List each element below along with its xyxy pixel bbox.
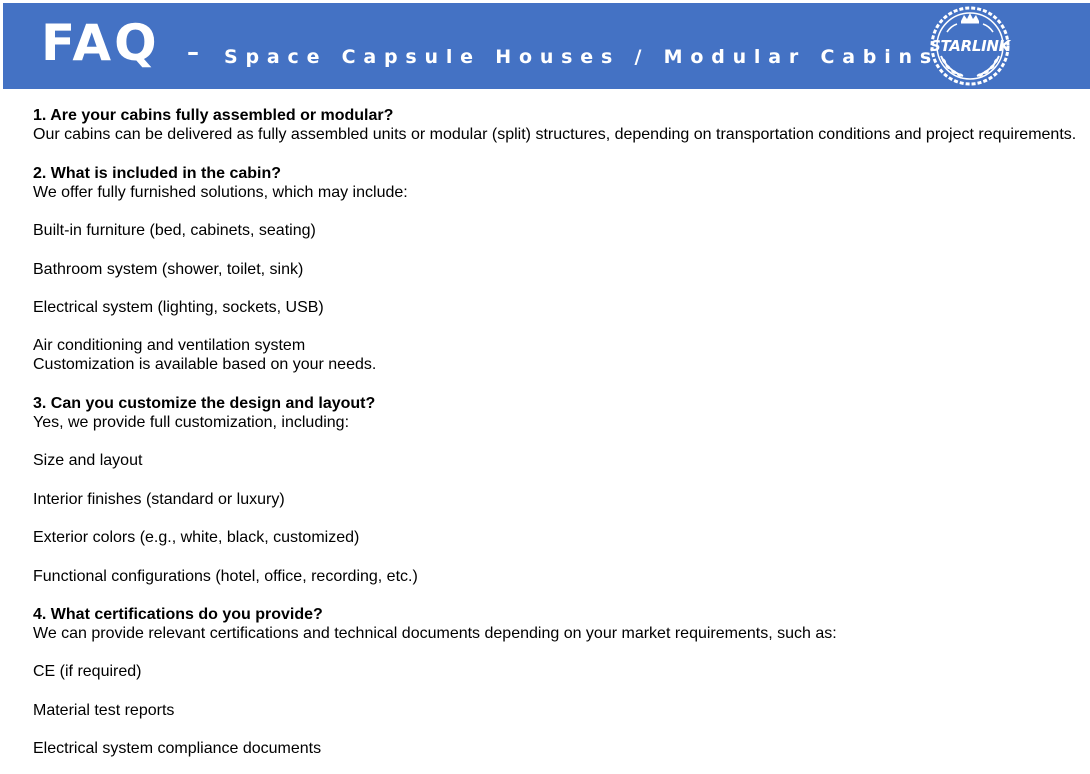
faq-question-2: 2. What is included in the cabin? xyxy=(33,164,282,182)
faq-note-2: Customization is available based on your needs. xyxy=(33,356,377,374)
page-subtitle: Space Capsule Houses / Modular Cabins xyxy=(224,46,939,68)
page-title: FAQ xyxy=(41,14,160,72)
header-banner xyxy=(3,3,1090,89)
list-item: Built-in furniture (bed, cabinets, seating) xyxy=(33,222,316,240)
faq-content xyxy=(33,106,1087,758)
faq-answer-1: Our cabins can be delivered as fully assembled units or modular (split) structures, depending on transportation conditions and project requirements. xyxy=(33,126,1077,144)
list-item: Interior finishes (standard or luxury) xyxy=(33,490,285,508)
list-item: Exterior colors (e.g., white, black, customized) xyxy=(33,529,360,547)
list-item: Material test reports xyxy=(33,701,175,719)
list-item: Electrical system (lighting, sockets, USB) xyxy=(33,298,324,316)
list-item: Air conditioning and ventilation system xyxy=(33,337,306,355)
list-item: CE (if required) xyxy=(33,663,142,681)
starlink-logo xyxy=(917,4,1023,88)
list-item: Size and layout xyxy=(33,452,143,470)
faq-question-1: 1. Are your cabins fully assembled or modular? xyxy=(33,107,394,124)
faq-intro-3: Yes, we provide full customization, including: xyxy=(33,414,350,431)
list-item: Electrical system compliance documents xyxy=(33,740,322,758)
faq-question-4: 4. What certifications do you provide? xyxy=(33,605,323,623)
logo-wordmark: STARLINK xyxy=(930,37,1010,55)
faq-intro-2: We offer fully furnished solutions, which may include: xyxy=(33,183,408,201)
faq-question-3: 3. Can you customize the design and layout? xyxy=(33,394,376,412)
list-item: Functional configurations (hotel, office, recording, etc.) xyxy=(33,567,418,585)
title-dash: – xyxy=(187,38,199,66)
faq-intro-4: We can provide relevant certifications and technical documents depending on your market requirements, such as: xyxy=(33,625,837,643)
list-item: Bathroom system (shower, toilet, sink) xyxy=(33,260,304,278)
